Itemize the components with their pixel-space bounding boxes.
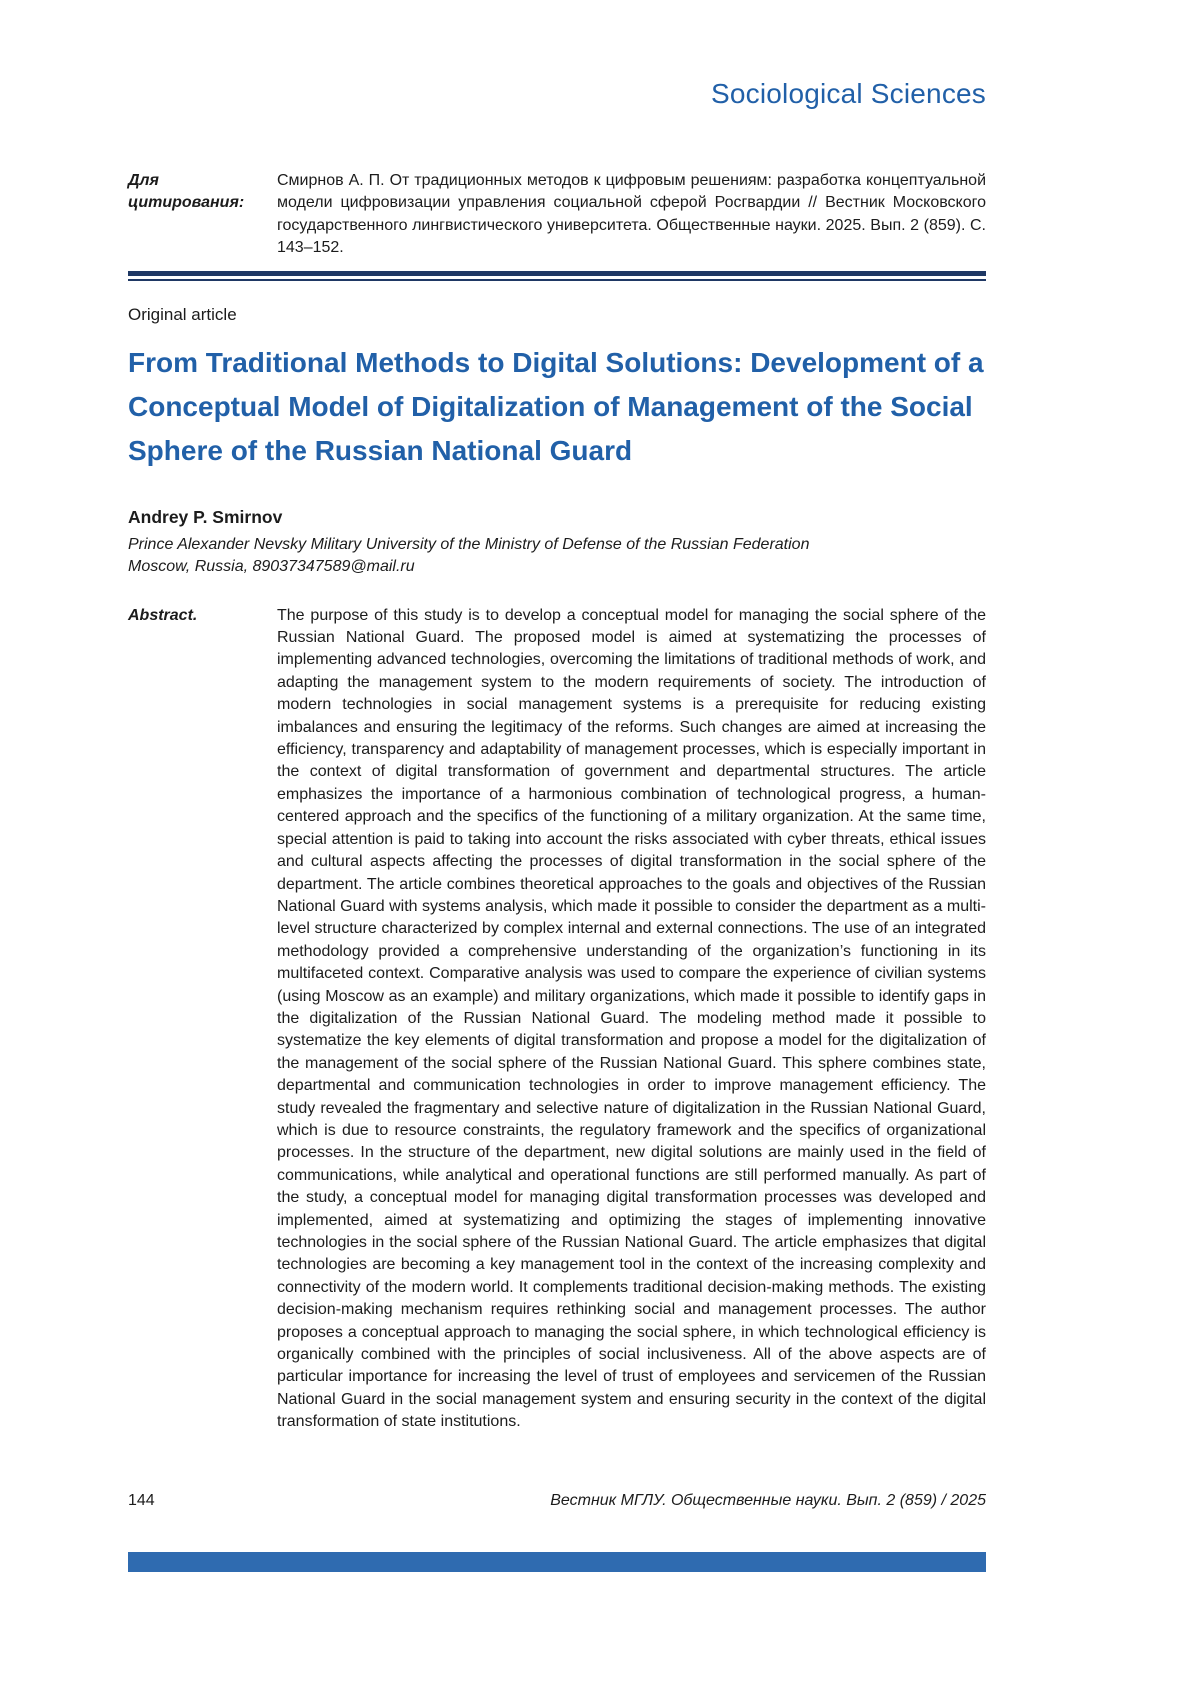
section-title: Sociological Sciences (710, 78, 986, 109)
footer-bar (128, 1552, 986, 1572)
author-affiliation: Prince Alexander Nevsky Military University of the Ministry of Defense of the Russian Federation (128, 535, 810, 553)
author-location-contact: Moscow, Russia, 89037347589@mail.ru (128, 558, 415, 576)
abstract-text: The purpose of this study is to develop a conceptual model for managing the social sphere of the Russian National Guard. The proposed model is aimed at systematizing the processes of implementing advanced technologies, overcoming the limitations of traditional methods of work, and adapting the management system to the modern requirements of society. The introduction of modern technologies in social management systems is a prerequisite for reducing existing imbalances and ensuring the legitimacy of the reforms. Such changes are aimed at increasing the efficiency, transparency and adaptability of management processes, which is especially important in the context of digital transformation of government and departmental structures. The article emphasizes the importance of a harmonious combination of technological progress, a human-centered approach and the specifics of the functioning of a military organization. At the same time, special attention is paid to taking into account the risks associated with cyber threats, ethical issues and cultural aspects affecting the processes of digital transformation in the social sphere of the department. The article combines theoretical approaches to the goals and objectives of the Russian National Guard with systems analysis, which made it possible to consider the department as a multi-level structure characterized by complex internal and external connections. The use of an integrated methodology provided a comprehensive understanding of the organization’s functioning in its multifaceted context. Comparative analysis was used to compare the experience of civilian systems (using Moscow as an example) and military organizations, which made it possible to identify gaps in the digitalization of the Russian National Guard. The modeling method made it possible to systematize the key elements of digital transformation and propose a model for the digitalization of the management of the social sphere of the Russian National Guard. This sphere combines state, departmental and communication technologies in order to improve management efficiency. The study revealed the fragmentary and selective nature of digitalization in the Russian National Guard, which is due to resource constraints, the regulatory framework and the specifics of organizational processes. In the structure of the department, new digital solutions are mainly used in the field of communications, while analytical and operational functions are still performed manually. As part of the study, a conceptual model for managing digital transformation processes was developed and implemented, aimed at systematizing and optimizing the stages of implementing innovative technologies in the social sphere of the Russian National Guard. The article emphasizes that digital technologies are becoming a key management tool in the context of the increasing complexity and connectivity of the modern world. It complements traditional decision-making methods. The existing decision-making mechanism requires rethinking social and management processes. The author proposes a conceptual approach to managing the social sphere, in which technological efficiency is organically combined with the principles of social inclusiveness. All of the above aspects are of particular importance for increasing the level of trust of employees and servicemen of the Russian National Guard in the social management system and ensuring security in the context of the digital transformation of state institutions. (277, 606, 986, 1431)
journal-info: Вестник МГЛУ. Общественные науки. Вып. 2 (859) / 2025 (550, 1492, 986, 1509)
citation-text: Смирнов А. П. От традиционных методов к цифровым решениям: разработка концептуальной модели цифровизации управления социальной сферой Росгвардии // Вестник Московского государственного лингвистического университета. Общественные науки. 2025. Вып. 2 (859). С. 143–152. (277, 172, 986, 257)
article-type-label: Original article (128, 304, 237, 324)
page-content (128, 0, 986, 1434)
divider-rule (128, 271, 986, 281)
article-title: From Traditional Methods to Digital Solutions: Development of a Conceptual Model of Digitalization of Management of the Social Sphere of the Russian National Guard (128, 346, 984, 466)
abstract-section (128, 605, 986, 1434)
author-name: Andrey P. Smirnov (128, 506, 283, 527)
citation-block (128, 170, 986, 260)
page-footer (128, 1492, 986, 1510)
abstract-label: Abstract. (128, 606, 198, 624)
citation-label: Для цитирования: (128, 172, 245, 212)
page-number: 144 (128, 1492, 155, 1509)
